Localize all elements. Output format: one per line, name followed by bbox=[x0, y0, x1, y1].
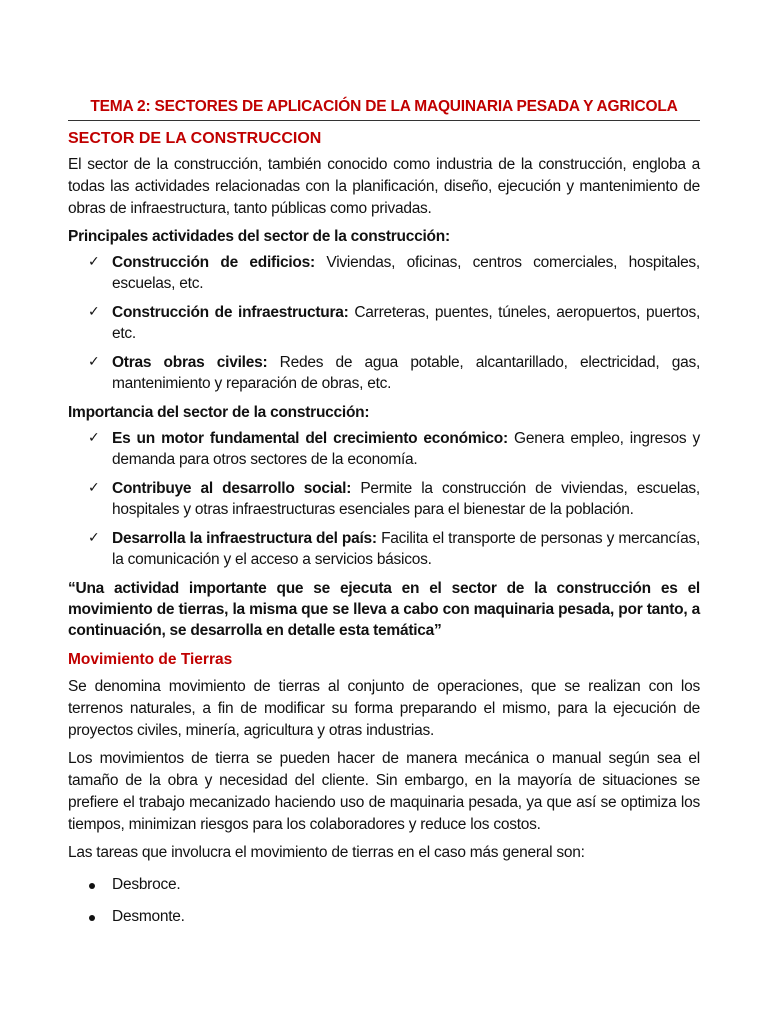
tasks-list bbox=[68, 874, 700, 928]
paragraph-methods: Los movimientos de tierra se pueden hacer de manera mecánica o manual según sea el tamaño de la obra y necesidad del cliente. Sin embargo, en la mayoría de situaciones se prefiere el trabajo mecanizado haciendo uso de maquinaria pesada, ya que así se optimiza los tiempos, minimizan riesgos para los colaboradores y reduce los costos. bbox=[68, 750, 700, 833]
list-item-text: Redes de agua potable, alcantarillado, electricidad, gas, mantenimiento y reparación de obras, etc. bbox=[112, 354, 700, 392]
activities-heading: Principales actividades del sector de la construcción: bbox=[68, 228, 450, 245]
list-item bbox=[112, 874, 700, 896]
bullet-dot-icon bbox=[89, 883, 95, 889]
list-item-text: Carreteras, puentes, túneles, aeropuertos, puertos, etc. bbox=[112, 304, 701, 342]
document-title: TEMA 2: SECTORES DE APLICACIÓN DE LA MAQUINARIA PESADA Y AGRICOLA bbox=[68, 97, 700, 121]
list-item-term: Desarrolla la infraestructura del país: bbox=[112, 530, 377, 547]
section-heading-movimiento: Movimiento de Tierras bbox=[68, 651, 233, 668]
list-item bbox=[88, 252, 700, 294]
check-mark-icon: ✓ bbox=[88, 354, 100, 370]
importance-heading: Importancia del sector de la construcción: bbox=[68, 404, 370, 421]
highlight-quote: “Una actividad importante que se ejecuta en el sector de la construcción es el movimiento de tierras, la misma que se lleva a cabo con maquinaria pesada, por tanto, a continuación, se desarrolla en detalle esta temática” bbox=[68, 580, 700, 639]
list-item bbox=[88, 352, 700, 394]
check-mark-icon: ✓ bbox=[88, 430, 100, 446]
paragraph-definition: Se denomina movimiento de tierras al conjunto de operaciones, que se realizan con los terrenos naturales, a fin de modificar su forma preparando el mismo, para la ejecución de proyectos civiles, minería, agricultura y otras industrias. bbox=[68, 678, 700, 739]
check-mark-icon: ✓ bbox=[88, 530, 100, 546]
section-heading-construccion: SECTOR DE LA CONSTRUCCION bbox=[68, 130, 322, 147]
paragraph-tasks-intro: Las tareas que involucra el movimiento de tierras en el caso más general son: bbox=[68, 844, 585, 861]
list-item-text: Genera empleo, ingresos y demanda para otros sectores de la economía. bbox=[112, 430, 700, 468]
list-item bbox=[112, 906, 700, 928]
check-mark-icon: ✓ bbox=[88, 254, 100, 270]
bullet-dot-icon bbox=[89, 915, 95, 921]
list-item-text: Facilita el transporte de personas y mercancías, la comunicación y el acceso a servicios básicos. bbox=[112, 530, 701, 568]
list-item-term: Construcción de infraestructura: bbox=[112, 304, 349, 321]
importance-list bbox=[68, 428, 700, 570]
list-item bbox=[88, 528, 701, 570]
check-mark-icon: ✓ bbox=[88, 304, 100, 320]
list-item-text: Desmonte. bbox=[112, 908, 185, 925]
list-item bbox=[88, 428, 700, 470]
list-item-term: Construcción de edificios: bbox=[112, 254, 315, 271]
list-item-term: Es un motor fundamental del crecimiento económico: bbox=[112, 430, 508, 447]
list-item-term: Contribuye al desarrollo social: bbox=[112, 480, 352, 497]
intro-paragraph: El sector de la construcción, también conocido como industria de la construcción, engloba a todas las actividades relacionadas con la planificación, diseño, ejecución y mantenimiento de obras de infraestructura, tanto públicas como privadas. bbox=[68, 156, 700, 217]
activities-list bbox=[68, 252, 700, 394]
list-item bbox=[88, 302, 701, 344]
check-mark-icon: ✓ bbox=[88, 480, 100, 496]
list-item bbox=[88, 478, 700, 520]
list-item-text: Desbroce. bbox=[112, 876, 181, 893]
list-item-text: Viviendas, oficinas, centros comerciales, hospitales, escuelas, etc. bbox=[112, 254, 700, 292]
list-item-term: Otras obras civiles: bbox=[112, 354, 268, 371]
list-item-text: Permite la construcción de viviendas, escuelas, hospitales y otras infraestructuras esenciales para el bienestar de la población. bbox=[112, 480, 700, 518]
